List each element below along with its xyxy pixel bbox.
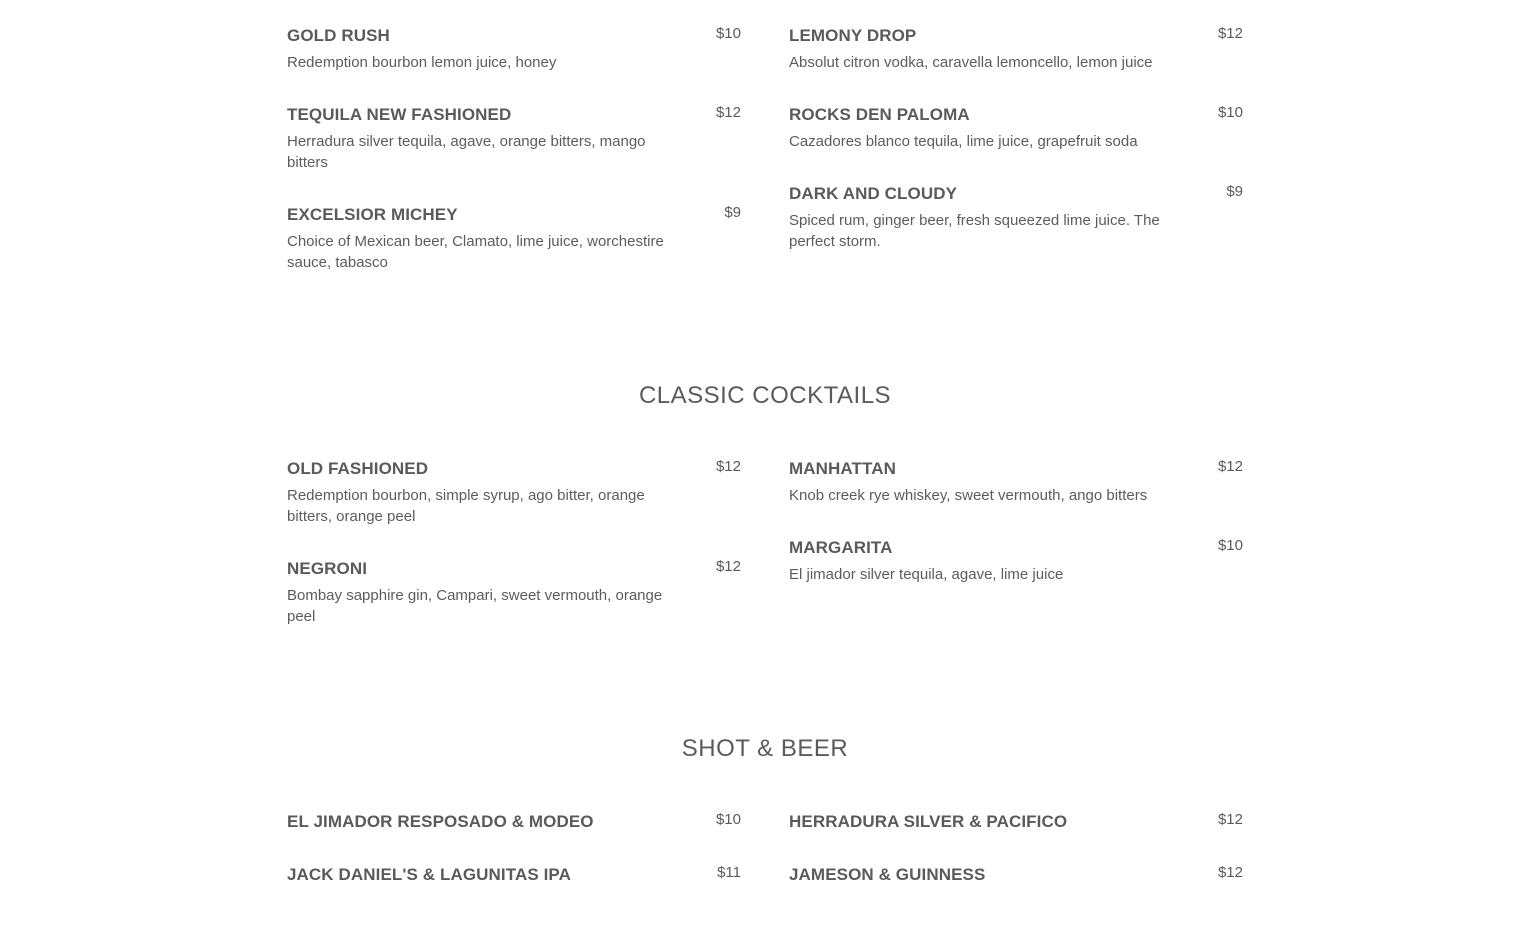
item-price: $12 [715,104,741,121]
item-name: TEQUILA NEW FASHIONED [287,105,512,124]
menu-item [287,104,741,204]
item-price: $10 [1217,104,1243,121]
menu-column-right [789,458,1243,627]
item-name: OLD FASHIONED [287,459,429,478]
item-name: MARGARITA [789,538,893,557]
item-price: $12 [1217,25,1243,42]
item-price: $12 [715,458,741,475]
menu-item [287,558,741,627]
item-name: JACK DANIEL'S & LAGUNITAS IPA [287,865,571,884]
menu-item [287,864,741,886]
cocktail-section-top [287,25,1243,273]
item-price: $10 [715,811,741,828]
item-name: ROCKS DEN PALOMA [789,105,970,124]
menu-item [789,104,1243,183]
item-description: Redemption bourbon, simple syrup, ago bitter, orange bitters, orange peel [287,487,645,525]
item-price: $10 [715,25,741,42]
item-name: GOLD RUSH [287,26,390,45]
classic-cocktails-section [287,381,1243,627]
item-name: EXCELSIOR MICHEY [287,205,458,224]
item-description: Absolut citron vodka, caravella lemoncello, lemon juice [789,54,1153,71]
item-description: Choice of Mexican beer, Clamato, lime juice, worchestire sauce, tabasco [287,233,664,271]
item-price: $11 [717,864,741,881]
menu-item [789,864,1243,886]
item-name: JAMESON & GUINNESS [789,865,986,884]
item-description: Knob creek rye whiskey, sweet vermouth, ango bitters [789,487,1148,504]
item-description: Cazadores blanco tequila, lime juice, grapefruit soda [789,133,1138,150]
menu-item [287,25,741,104]
item-name: HERRADURA SILVER & PACIFICO [789,812,1068,831]
item-description: Herradura silver tequila, agave, orange bitters, mango bitters [287,133,646,171]
menu-column-right [789,25,1243,273]
item-name: LEMONY DROP [789,26,917,45]
item-price: $9 [724,204,741,221]
item-price: $12 [1217,864,1243,881]
item-description: Spiced rum, ginger beer, fresh squeezed lime juice. The perfect storm. [789,212,1160,250]
item-description: El jimador silver tequila, agave, lime juice [789,566,1064,583]
menu-item [287,204,741,273]
item-name: EL JIMADOR RESPOSADO & MODEO [287,812,594,831]
menu-item [287,811,741,864]
item-price: $12 [1217,458,1243,475]
item-name: DARK AND CLOUDY [789,184,958,203]
item-description: Redemption bourbon lemon juice, honey [287,54,557,71]
menu-column-left [287,25,741,273]
menu-column-left [287,458,741,627]
item-price: $9 [1226,183,1243,200]
menu-item [789,537,1243,585]
item-price: $10 [1217,537,1243,554]
menu-item [287,458,741,558]
menu-item [789,811,1243,864]
menu-item [789,183,1243,252]
item-name: NEGRONI [287,559,368,578]
item-price: $12 [1217,811,1243,828]
item-description: Bombay sapphire gin, Campari, sweet vermouth, orange peel [287,587,663,625]
menu-item [789,25,1243,104]
menu-grid [287,811,1243,886]
menu-column-left [287,811,741,886]
menu-column-right [789,811,1243,886]
item-price: $12 [715,558,741,575]
menu-grid [287,458,1243,627]
shot-and-beer-section [287,734,1243,886]
item-name: MANHATTAN [789,459,896,478]
section-title: SHOT & BEER [681,735,849,762]
section-title: CLASSIC COCKTAILS [638,382,892,409]
menu-item [789,458,1243,537]
menu-grid [287,25,1243,273]
